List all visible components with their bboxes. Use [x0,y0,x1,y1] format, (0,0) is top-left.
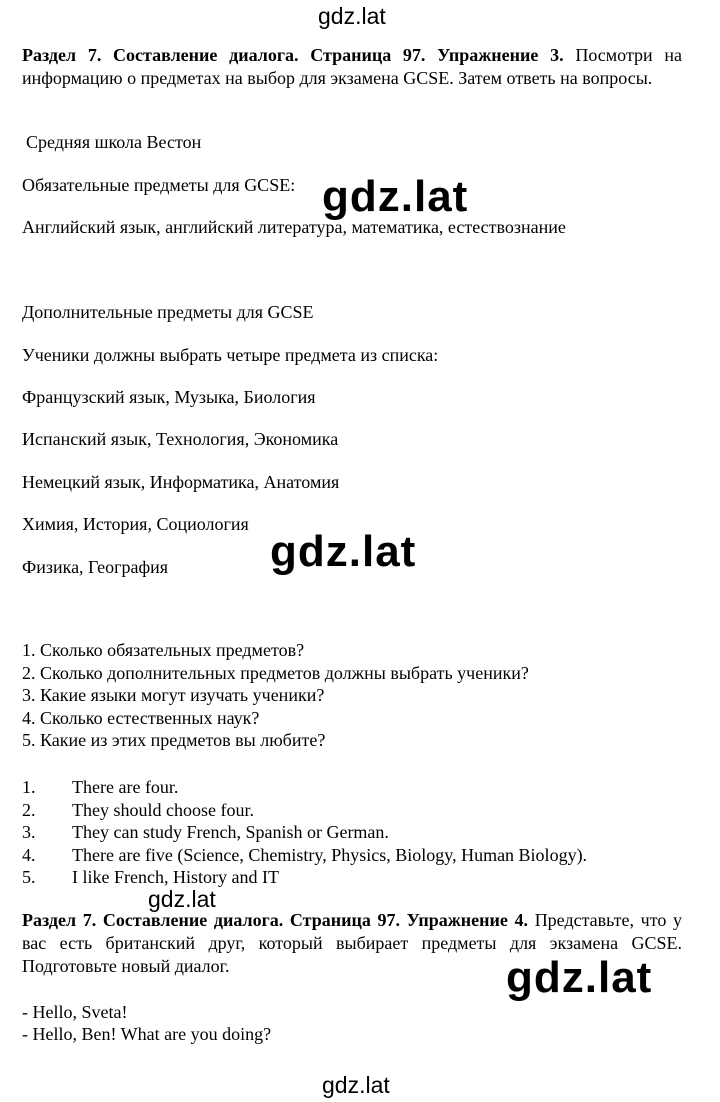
answer-item [22,821,587,844]
watermark-top: gdz.lat [318,3,386,29]
exercise-3-paragraph [22,44,682,90]
compulsory-list: Английский язык, английский литература, математика, естествознание [22,217,566,237]
question-item: 2. Сколько дополнительных предметов должны выбрать ученики? [22,662,529,683]
exercise-3-heading: Раздел 7. Составление диалога. Страница 97. Упражнение 3. [22,45,564,65]
compulsory-title: Обязательные предметы для GCSE: [22,175,296,195]
answer-text: They can study French, Spanish or German. [72,822,389,842]
optional-title: Дополнительные предметы для GCSE [22,302,314,322]
watermark-right: gdz.lat [506,953,653,1002]
option-row-4: Химия, История, Социология [22,514,249,534]
answer-text: There are five (Science, Chemistry, Physics, Biology, Human Biology). [72,844,588,865]
answer-item [22,866,587,889]
answer-text: I like French, History and IT [72,867,279,887]
questions-list [22,639,529,752]
answer-number: 4. [22,844,36,865]
answer-number: 1. [22,777,36,797]
option-row-3: Немецкий язык, Информатика, Анатомия [22,472,340,492]
question-item: 3. Какие языки могут изучать ученики? [22,685,325,705]
question-item: 5. Какие из этих предметов вы любите? [22,730,326,750]
answer-number: 2. [22,799,36,820]
school-name: Средняя школа Вестон [26,132,202,152]
exercise-3-intro: Посмотри на информацию о предметах на выбор для экзамена GCSE. Затем ответь на вопросы. [22,45,683,88]
answer-item [22,844,587,867]
watermark-bottom: gdz.lat [322,1072,390,1098]
exercise-4-heading: Раздел 7. Составление диалога. Страница 97. Упражнение 4. [22,910,529,930]
answer-item [22,799,587,822]
question-item: 4. Сколько естественных наук? [22,707,260,728]
answer-item [22,776,587,799]
optional-instruction: Ученики должны выбрать четыре предмета из списка: [22,345,439,365]
watermark-small-mid: gdz.lat [148,886,216,912]
dialog-line-1: - Hello, Sveta! [22,1002,128,1022]
answer-text: There are four. [72,777,179,797]
question-item: 1. Сколько обязательных предметов? [22,640,305,660]
exercise-4-intro: Представьте, что у вас есть британский друг, который выбирает предметы для экзамена GCSE. Подготовьте новый диалог. [22,910,682,976]
watermark-center-2: gdz.lat [270,527,417,576]
answers-list [22,776,587,889]
answer-number: 3. [22,822,36,842]
option-row-1: Французский язык, Музыка, Биология [22,387,316,407]
watermark-center-1: gdz.lat [322,172,469,221]
option-row-5: Физика, География [22,557,169,577]
answer-text: They should choose four. [72,799,254,820]
dialog-line-2: - Hello, Ben! What are you doing? [22,1024,272,1044]
option-row-2: Испанский язык, Технология, Экономика [22,429,339,449]
answer-number: 5. [22,867,36,887]
